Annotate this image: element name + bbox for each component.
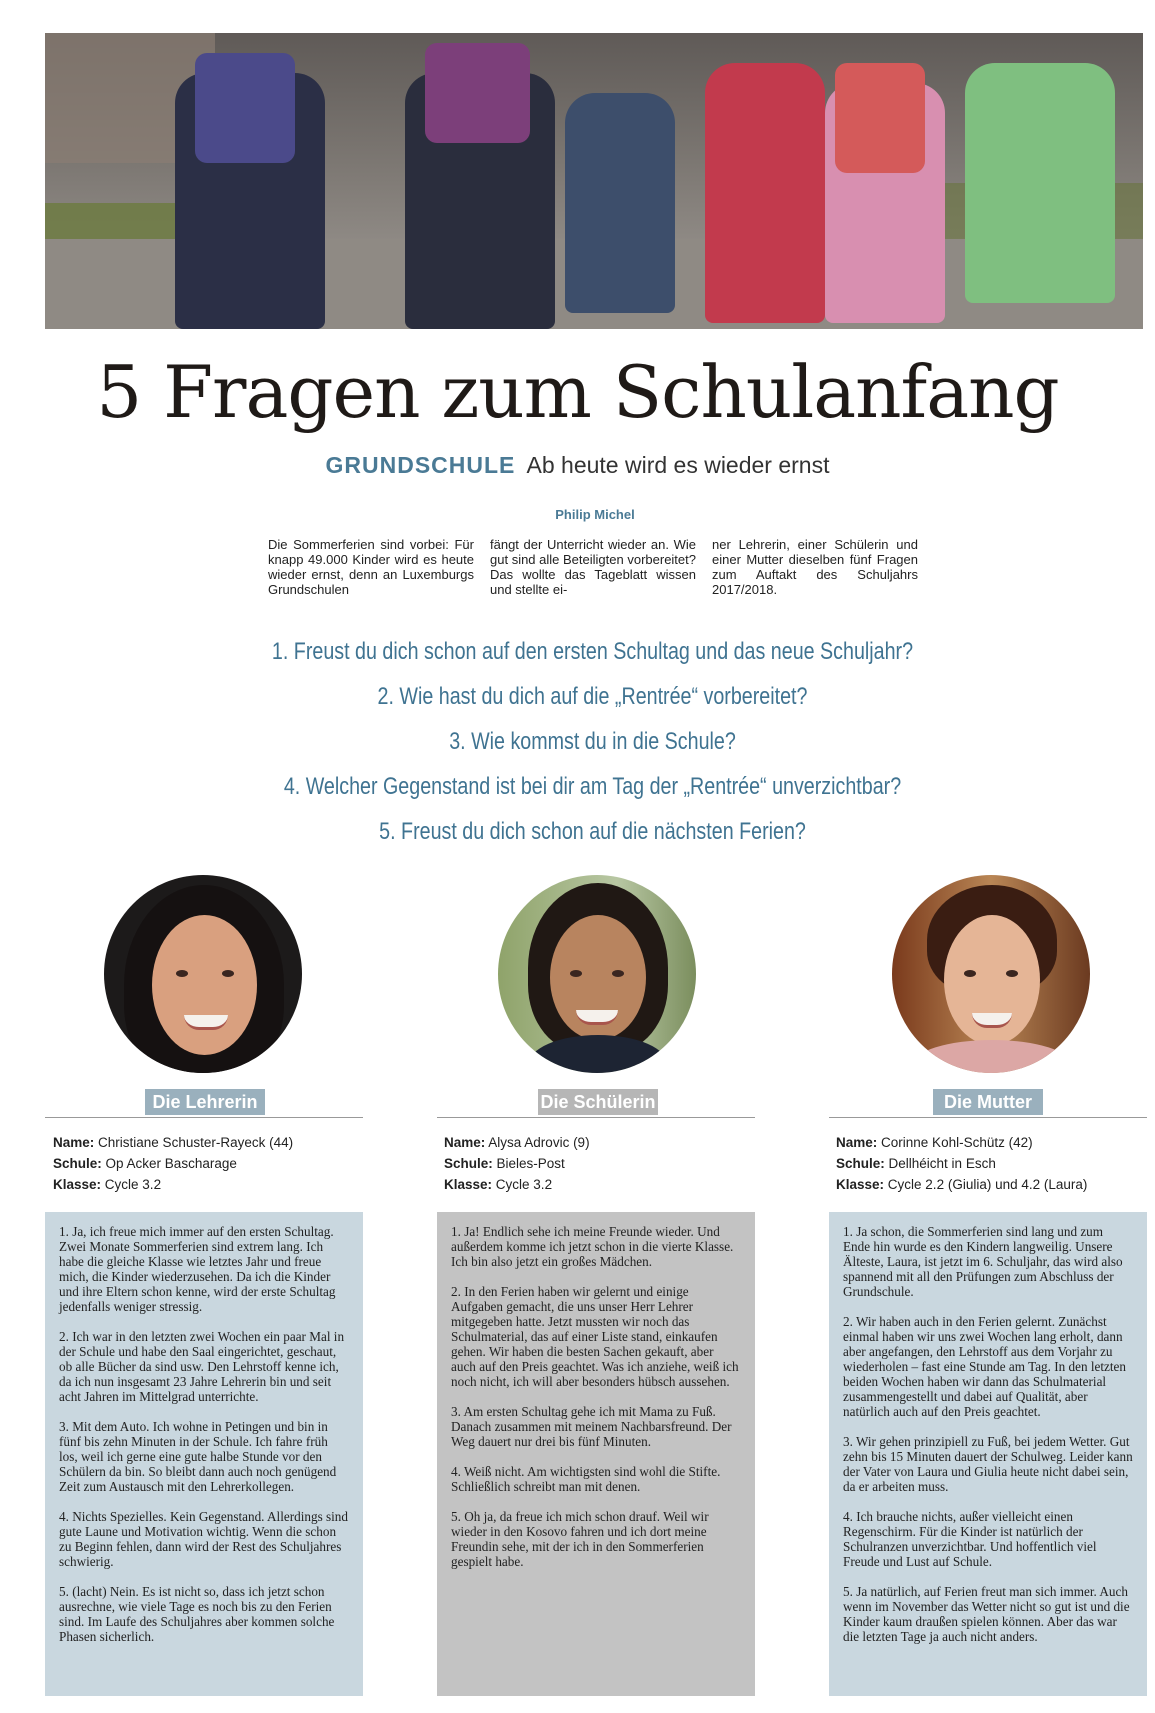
backpack bbox=[835, 63, 925, 173]
subtitle-kicker: GRUNDSCHULE bbox=[325, 452, 516, 478]
portrait-student bbox=[498, 875, 696, 1073]
intro-text bbox=[268, 537, 918, 597]
portrait-mother bbox=[892, 875, 1090, 1073]
answers-teacher bbox=[45, 1212, 363, 1696]
subtitle-text: Ab heute wird es wieder ernst bbox=[526, 452, 830, 478]
name-label: Name: bbox=[836, 1135, 878, 1150]
label-teacher: Die Lehrerin bbox=[145, 1089, 265, 1115]
teacher-name: Christiane Schuster-Rayeck (44) bbox=[98, 1135, 294, 1150]
label-student: Die Schülerin bbox=[538, 1089, 658, 1115]
portrait-teacher bbox=[104, 875, 302, 1073]
answer-paragraph: 1. Ja! Endlich sehe ich meine Freunde wieder. Und außerdem komme ich jetzt schon in die vierte Klasse. Ich bin also jetzt ein großes Mädchen. bbox=[451, 1224, 734, 1269]
child-figure bbox=[565, 93, 675, 313]
mother-class: Cycle 2.2 (Giulia) und 4.2 (Laura) bbox=[887, 1177, 1088, 1192]
question-item: 3. Wie kommst du in die Schule? bbox=[449, 728, 736, 755]
backpack bbox=[195, 53, 295, 163]
page-title: 5 Fragen zum Schulanfang bbox=[96, 350, 1059, 434]
answer-paragraph: 5. (lacht) Nein. Es ist nicht so, dass ich jetzt schon ausrechne, wie viele Tage es noch bis zu den Ferien sind. Im Laufe des Schuljahres aber kommen solche Phasen sicherlich. bbox=[59, 1584, 335, 1644]
answer-paragraph: 5. Oh ja, da freue ich mich schon drauf. Weil wir wieder in den Kosovo fahren und ich dort meine Freundin sehe, mit der ich in den Sommerferien gespielt habe. bbox=[451, 1509, 709, 1569]
name-label: Name: bbox=[444, 1135, 486, 1150]
school-label: Schule: bbox=[53, 1156, 102, 1171]
answers-mother bbox=[829, 1212, 1147, 1696]
divider bbox=[45, 1117, 363, 1118]
question-item: 5. Freust du dich schon auf die nächsten Ferien? bbox=[379, 818, 806, 845]
class-label: Klasse: bbox=[444, 1177, 493, 1192]
answer-paragraph: 5. Ja natürlich, auf Ferien freut man sich immer. Auch wenn im November das Wetter nicht so gut ist und die Kinder kaum draußen spielen können. Aber das war die letzten Tage ja auch nicht anders. bbox=[843, 1584, 1130, 1644]
question-item: 1. Freust du dich schon auf den ersten Schultag und das neue Schuljahr? bbox=[271, 638, 914, 665]
answer-paragraph: 2. Ich war in den letzten zwei Wochen ein paar Mal in der Schule und habe den Saal eingerichtet, geschaut, ob alle Bücher da sind usw. Den Lehrstoff kenne ich, da ich nun insgesamt 23 Jahre Lehrerin bin und seit acht Jahren im Mittelgrad unterrichte. bbox=[59, 1329, 345, 1404]
info-student bbox=[444, 1132, 590, 1195]
subtitle bbox=[0, 452, 1155, 479]
hero-photo bbox=[45, 33, 1143, 329]
question-item: 4. Welcher Gegenstand ist bei dir am Tag der „Rentrée“ unverzichtbar? bbox=[283, 773, 902, 800]
teacher-class: Cycle 3.2 bbox=[104, 1177, 162, 1192]
answer-paragraph: 4. Ich brauche nichts, außer vielleicht einen Regenschirm. Für die Kinder ist natürlich der Schulranzen unverzichtbar. Und hoffentlich viel Freude und Lust auf Schule. bbox=[843, 1509, 1097, 1569]
school-label: Schule: bbox=[444, 1156, 493, 1171]
answer-paragraph: 3. Wir gehen prinzipiell zu Fuß, bei jedem Wetter. Gut zehn bis 15 Minuten dauert der Schulweg. Leider kann der Vater von Laura und Giulia heute nicht dabei sein, da er arbeiten muss. bbox=[843, 1434, 1133, 1494]
mother-school: Dellhéicht in Esch bbox=[888, 1156, 996, 1171]
question-item: 2. Wie hast du dich auf die „Rentrée“ vorbereitet? bbox=[377, 683, 808, 710]
answer-paragraph: 1. Ja schon, die Sommerferien sind lang und zum Ende hin wurde es den Kindern langweilig. Unsere Älteste, Laura, ist jetzt im 6. Schuljahr, das wird also spannend mit all den Prüfungen zum Abschluss der Grundschule. bbox=[843, 1224, 1123, 1299]
backpack bbox=[425, 43, 530, 143]
class-label: Klasse: bbox=[53, 1177, 102, 1192]
mother-name: Corinne Kohl-Schütz (42) bbox=[881, 1135, 1033, 1150]
student-school: Bieles-Post bbox=[496, 1156, 565, 1171]
divider bbox=[829, 1117, 1147, 1118]
author-byline: Philip Michel bbox=[555, 507, 635, 522]
child-figure bbox=[705, 63, 825, 323]
divider bbox=[437, 1117, 755, 1118]
answer-paragraph: 4. Nichts Spezielles. Kein Gegenstand. Allerdings sind gute Laune und Motivation wichtig. Wenn die schon zu Beginn fehlen, dann wird der Rest des Schuljahres schwierig. bbox=[59, 1509, 348, 1569]
name-label: Name: bbox=[53, 1135, 95, 1150]
answer-paragraph: 1. Ja, ich freue mich immer auf den ersten Schultag. Zwei Monate Sommerferien sind extrem lang. Ich habe die gleiche Klasse wie letztes Jahr und freue mich, die Kinder wiederzusehen. Da ich die Kinder und ihre Eltern schon kenne, wird der erste Schultag jedenfalls weniger stressig. bbox=[59, 1224, 336, 1314]
answer-paragraph: 4. Weiß nicht. Am wichtigsten sind wohl die Stifte. Schließlich schreibt man mit denen. bbox=[451, 1464, 721, 1494]
question-list bbox=[0, 637, 1155, 862]
answer-paragraph: 3. Mit dem Auto. Ich wohne in Petingen und bin in fünf bis zehn Minuten in der Schule. Ich fahre früh los, weil ich gerne eine gute halbe Stunde vor den Schülern da bin. So bleibt dann auch noch genügend Zeit zum Austausch mit den Lehrerkollegen. bbox=[59, 1419, 337, 1494]
student-name: Alysa Adrovic (9) bbox=[488, 1135, 590, 1150]
child-figure bbox=[965, 63, 1115, 303]
info-teacher bbox=[53, 1132, 293, 1195]
info-mother bbox=[836, 1132, 1087, 1195]
student-class: Cycle 3.2 bbox=[495, 1177, 553, 1192]
answer-paragraph: 2. Wir haben auch in den Ferien gelernt. Zunächst einmal haben wir uns zwei Wochen lang erholt, dann aber angefangen, den Lehrstoff aus dem Vorjahr zu wiederholen – fast eine Stunde am Tag. In den letzten beiden Wochen haben wir dann das Schulmaterial zusammengestellt und dabei auf Qualität, aber natürlich auch auf den Preis geachtet. bbox=[843, 1314, 1127, 1419]
answer-paragraph: 2. In den Ferien haben wir gelernt und einige Aufgaben gemacht, die uns unser Herr Lehrer mitgegeben hatte. Jetzt mussten wir noch das Schulmaterial, das auf einer Liste stand, einkaufen gehen. Wir haben die besten Sachen gekauft, aber auch auf den Preis geachtet. Was ich anziehe, weiß ich noch nicht, ich will aber besonders hübsch aussehen. bbox=[451, 1284, 739, 1389]
answers-student bbox=[437, 1212, 755, 1696]
school-label: Schule: bbox=[836, 1156, 885, 1171]
teacher-school: Op Acker Bascharage bbox=[105, 1156, 237, 1171]
class-label: Klasse: bbox=[836, 1177, 885, 1192]
label-mother: Die Mutter bbox=[933, 1089, 1043, 1115]
intro-column: Die Sommerferien sind vorbei: Für knapp 49.000 Kinder wird es heute wieder ernst, denn an Luxemburgs Grundschulen bbox=[268, 537, 474, 597]
intro-column: ner Lehrerin, einer Schülerin und einer Mutter dieselben fünf Fragen zum Auftakt des Schuljahrs 2017/2018. bbox=[712, 537, 918, 597]
intro-column: fängt der Unterricht wieder an. Wie gut sind alle Beteiligten vorbereitet? Das wollte das Tageblatt wissen und stellte ei- bbox=[490, 537, 696, 597]
answer-paragraph: 3. Am ersten Schultag gehe ich mit Mama zu Fuß. Danach zusammen mit meinem Nachbarsfreund. Der Weg dauert nur drei bis fünf Minuten. bbox=[451, 1404, 732, 1449]
